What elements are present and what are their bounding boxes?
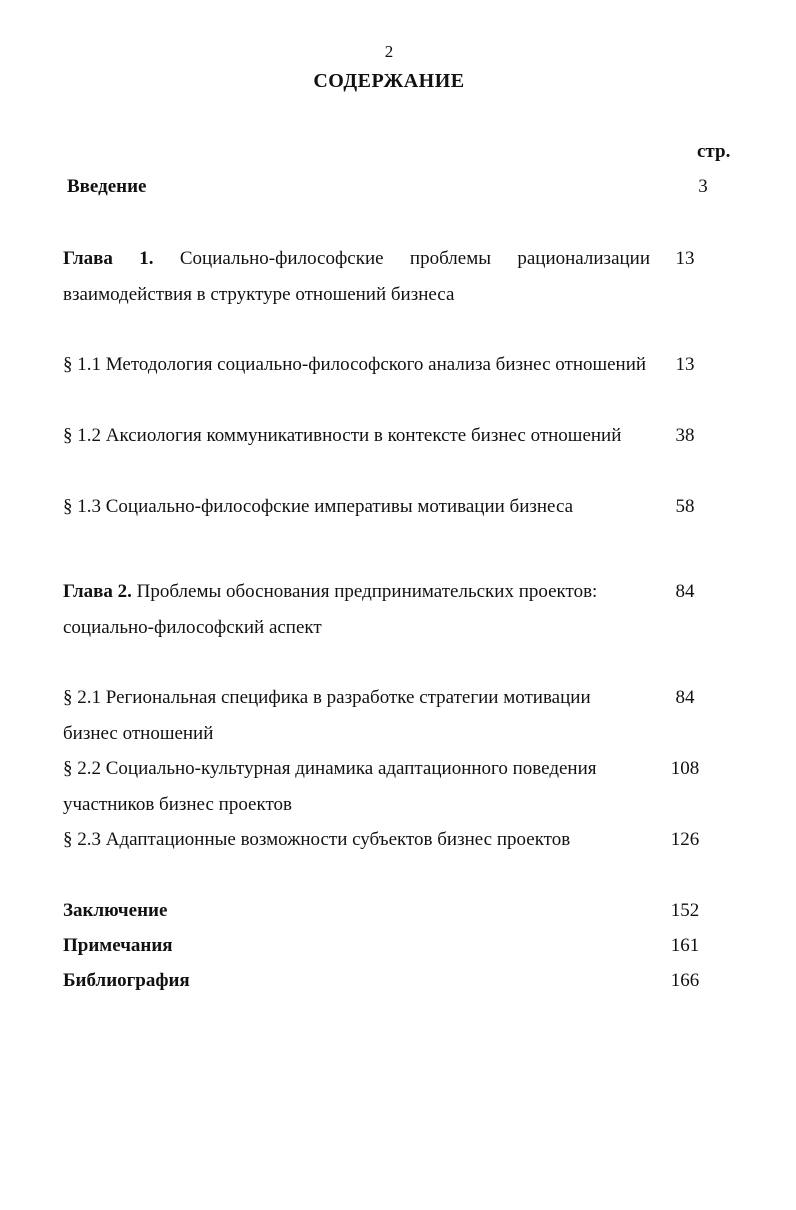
toc-section-1-1: § 1.1 Методология социально-философского анализа бизнес отношений <box>63 354 647 375</box>
toc-chapter-1 <box>63 241 650 312</box>
toc-section-2-3-page: 126 <box>670 829 700 850</box>
chapter-1-title: Социально-философские проблемы рационализации взаимодействия в структуре отношений бизнеса <box>63 248 651 305</box>
chapter-2-label: Глава 2. <box>63 581 132 602</box>
toc-section-1-3-page: 58 <box>675 496 695 517</box>
toc-section-2-2: § 2.2 Социально-культурная динамика адаптационного поведения участников бизнес проектов <box>63 758 597 815</box>
toc-section-1-2: § 1.2 Аксиология коммуникативности в контексте бизнес отношений <box>63 425 622 446</box>
toc-notes-label: Примечания <box>63 935 173 956</box>
toc-section-2-1-page: 84 <box>675 687 695 708</box>
toc-section-1-3: § 1.3 Социально-философские императивы мотивации бизнеса <box>63 496 574 517</box>
page-title: СОДЕРЖАНИЕ <box>313 70 465 92</box>
toc-section-1-2-page: 38 <box>675 425 695 446</box>
toc-intro-label: Введение <box>67 176 147 197</box>
chapter-1-label: Глава 1. <box>63 248 154 269</box>
toc-section-2-1: § 2.1 Региональная специфика в разработке стратегии мотивации бизнес отношений <box>63 687 591 744</box>
page-column-header: стр. <box>697 141 731 162</box>
toc-section-2-3: § 2.3 Адаптационные возможности субъектов бизнес проектов <box>63 829 571 850</box>
toc-conclusion-label: Заключение <box>63 900 168 921</box>
toc-notes-page: 161 <box>670 935 700 956</box>
toc-section-2-2-page: 108 <box>670 758 700 779</box>
chapter-2-title: Проблемы обоснования предпринимательских проектов: социально-философский аспект <box>63 581 598 638</box>
toc-intro-page: 3 <box>698 176 708 197</box>
toc-section-1-1-page: 13 <box>675 354 695 375</box>
toc-conclusion-page: 152 <box>670 900 700 921</box>
toc-chapter-2-page: 84 <box>675 581 695 602</box>
toc-bibliography-label: Библиография <box>63 970 190 991</box>
toc-chapter-1-page: 13 <box>675 248 695 269</box>
toc-chapter-2 <box>63 574 650 645</box>
toc-bibliography-page: 166 <box>670 970 700 991</box>
page-number: 2 <box>384 42 394 61</box>
